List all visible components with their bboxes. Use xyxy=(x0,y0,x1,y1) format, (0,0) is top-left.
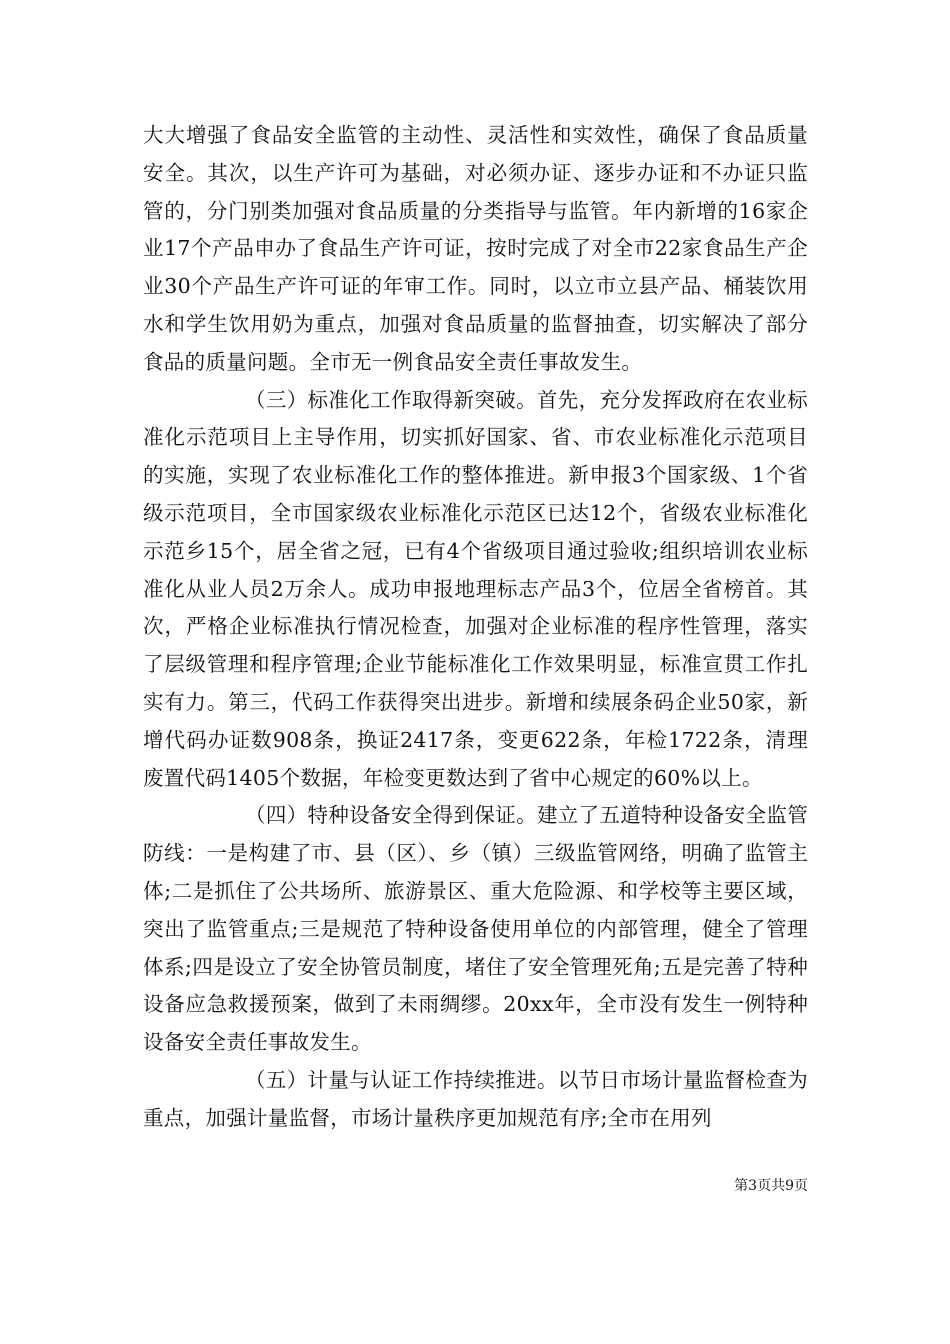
page-number-footer: 第3页共9页 xyxy=(734,1178,808,1194)
paragraph-special-equipment: （四）特种设备安全得到保证。建立了五道特种设备安全监管防线：一是构建了市、县（区）、乡（镇）三级监管网络，明确了监管主体;二是抓住了公共场所、旅游景区、重大危险源、和学校等主要区域，突出了监管重点;三是规范了特种设备使用单位的内部管理，健全了管理体系;四是设立了安全协管员制度，堵住了安全管理死角;五是完善了特种设备应急救援预案，做到了未雨绸缪。20xx年，全市没有发生一例特种设备安全责任事故发生。 xyxy=(143,803,808,1055)
paragraph-standardization: （三）标准化工作取得新突破。首先，充分发挥政府在农业标准化示范项目上主导作用，切实抓好国家、省、市农业标准化示范项目的实施，实现了农业标准化工作的整体推进。新申报3个国家级、1个省级示范项目，全市国家级农业标准化示范区已达12个，省级农业标准化示范乡15个，居全省之冠，已有4个省级项目通过验收;组织培训农业标准化从业人员2万余人。成功申报地理标志产品3个，位居全省榜首。其次，严格企业标准执行情况检查，加强对企业标准的程序性管理，落实了层级管理和程序管理;企业节能标准化工作效果明显，标准宣贯工作扎实有力。第三，代码工作获得突出进步。新增和续展条码企业50家，新增代码办证数908条，换证2417条，变更622条，年检1722条，清理废置代码1405个数据，年检变更数达到了省中心规定的60%以上。 xyxy=(143,387,808,790)
paragraph-food-safety: 大大增强了食品安全监管的主动性、灵活性和实效性，确保了食品质量安全。其次，以生产许可为基础，对必须办证、逐步办证和不办证只监管的，分门别类加强对食品质量的分类指导与监管。年内新增的16家企业17个产品申办了食品生产许可证，按时完成了对全市22家食品生产企业30个产品生产许可证的年审工作。同时，以立市立县产品、桶装饮用水和学生饮用奶为重点，加强对食品质量的监督抽查，切实解决了部分食品的质量问题。全市无一例食品安全责任事故发生。 xyxy=(143,123,808,374)
body-text xyxy=(143,117,808,1138)
paragraph-metrology: （五）计量与认证工作持续推进。以节日市场计量监督检查为重点，加强计量监督，市场计量秩序更加规范有序;全市在用列 xyxy=(143,1067,808,1130)
